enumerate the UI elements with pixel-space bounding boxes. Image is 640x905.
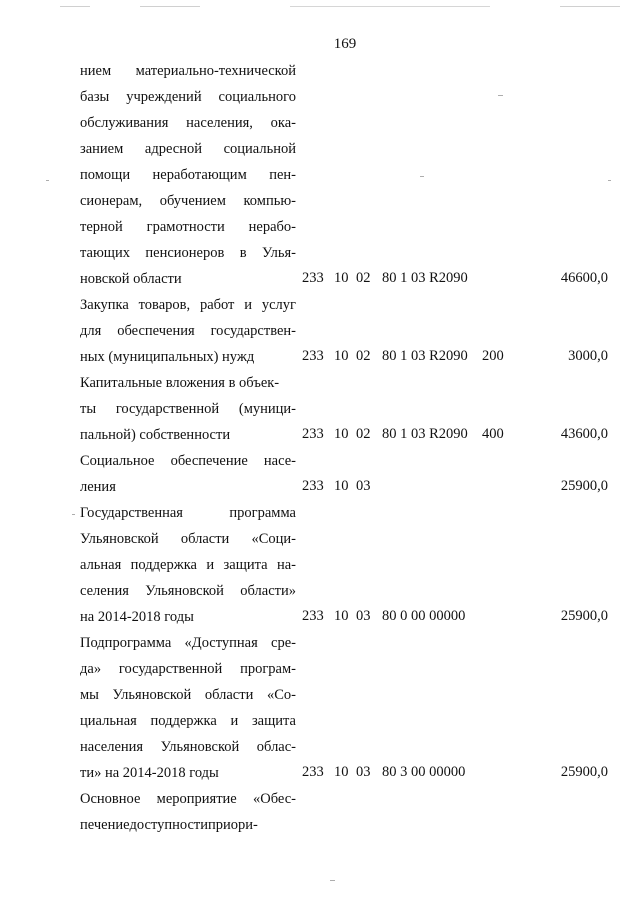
description-line <box>80 292 296 318</box>
description-line <box>80 760 296 786</box>
description-word: новской области <box>80 271 182 287</box>
description-word: на- <box>276 557 296 573</box>
scan-speck <box>330 880 335 881</box>
description-word: насе- <box>263 453 296 469</box>
description-word: работ <box>199 297 235 313</box>
amount: 43600,0 <box>560 426 608 442</box>
description-line <box>80 682 296 708</box>
description-word: обеспечения <box>117 323 195 339</box>
description-line <box>80 396 296 422</box>
description-line <box>80 344 296 370</box>
description-line <box>80 630 296 656</box>
description-word: и <box>230 713 239 729</box>
description-word: сионерам, <box>80 193 143 209</box>
description-word: Ульяновской <box>112 687 192 703</box>
code-target-article: 80 1 03 R2090 <box>382 348 468 364</box>
scan-speck <box>560 6 620 7</box>
code-section: 10 <box>334 270 349 286</box>
amount: 46600,0 <box>560 270 608 286</box>
description-line <box>80 656 296 682</box>
description-line <box>80 708 296 734</box>
code-subsection: 02 <box>356 348 371 364</box>
description-line <box>80 578 296 604</box>
row-description <box>80 786 296 838</box>
description-word: и <box>244 297 252 313</box>
description-word: «Обес- <box>253 791 296 807</box>
description-word: населения, <box>186 115 253 131</box>
amount: 25900,0 <box>560 764 608 780</box>
description-word: Капитальные вложения в объек- <box>80 375 280 391</box>
description-line <box>80 188 296 214</box>
description-word: населения <box>80 739 144 755</box>
code-subsection: 02 <box>356 270 371 286</box>
code-ved: 233 <box>302 478 324 494</box>
amount: 25900,0 <box>560 608 608 624</box>
description-line <box>80 58 296 84</box>
description-word: пен- <box>269 167 296 183</box>
description-word: Основное <box>80 791 141 807</box>
description-word: (муници- <box>238 401 296 417</box>
description-word: материально-технической <box>135 63 296 79</box>
description-word: мы <box>80 687 99 703</box>
description-line <box>80 734 296 760</box>
description-word: и <box>206 557 215 573</box>
code-target-article: 80 0 00 00000 <box>382 608 466 624</box>
description-line <box>80 162 296 188</box>
description-line <box>80 812 296 838</box>
description-word: Улья- <box>262 245 296 261</box>
scan-speck <box>60 6 90 7</box>
description-word: пальной) собственности <box>80 427 231 443</box>
amount: 3000,0 <box>568 348 608 364</box>
row-description <box>80 292 296 370</box>
code-subsection: 03 <box>356 478 371 494</box>
description-line <box>80 214 296 240</box>
description-word: приори- <box>208 817 258 833</box>
description-word: ока- <box>270 115 296 131</box>
code-ved: 233 <box>302 764 324 780</box>
description-word: Социальное <box>80 453 155 469</box>
row-description <box>80 370 296 448</box>
description-word: для <box>80 323 102 339</box>
description-line <box>80 136 296 162</box>
code-ved: 233 <box>302 348 324 364</box>
description-word: государствен- <box>210 323 296 339</box>
description-line <box>80 500 296 526</box>
description-line <box>80 370 296 396</box>
description-line <box>80 448 296 474</box>
description-word: Ульяновской <box>145 583 224 599</box>
code-ved: 233 <box>302 608 324 624</box>
description-word: Ульяновской <box>160 739 240 755</box>
code-target-article: 80 1 03 R2090 <box>382 270 468 286</box>
description-line <box>80 474 296 500</box>
scan-speck <box>140 6 200 7</box>
code-subsection: 03 <box>356 608 371 624</box>
description-word: сре- <box>271 635 296 651</box>
description-word: на 2014-2018 годы <box>80 609 194 625</box>
description-word: печение <box>80 817 130 833</box>
code-target-article: 80 1 03 R2090 <box>382 426 468 442</box>
description-line <box>80 526 296 552</box>
code-expense-type: 200 <box>482 348 504 364</box>
row-description <box>80 630 296 786</box>
description-word: селения <box>80 583 129 599</box>
description-word: обеспечение <box>170 453 248 469</box>
description-word: мероприятие <box>156 791 237 807</box>
code-section: 10 <box>334 608 349 624</box>
code-subsection: 03 <box>356 764 371 780</box>
description-word: грамотности <box>146 219 225 235</box>
description-word: компью- <box>243 193 296 209</box>
scan-speck <box>290 6 490 7</box>
description-line <box>80 84 296 110</box>
description-word: тающих <box>80 245 130 261</box>
description-word: програм- <box>240 661 296 677</box>
description-word: терной <box>80 219 123 235</box>
description-word: обслуживания <box>80 115 169 131</box>
description-line <box>80 422 296 448</box>
description-word: социальной <box>223 141 296 157</box>
description-word: циальная <box>80 713 137 729</box>
description-word: ления <box>80 479 116 495</box>
description-word: адресной <box>144 141 202 157</box>
description-line <box>80 266 296 292</box>
description-line <box>80 318 296 344</box>
description-line <box>80 552 296 578</box>
description-word: учреждений <box>126 89 202 105</box>
amount: 25900,0 <box>560 478 608 494</box>
description-word: защита <box>251 713 296 729</box>
description-word: государственной <box>118 661 223 677</box>
code-section: 10 <box>334 764 349 780</box>
code-section: 10 <box>334 348 349 364</box>
description-word: доступности <box>129 817 209 833</box>
description-word: товаров, <box>138 297 191 313</box>
description-word: защита <box>223 557 268 573</box>
description-word: области» <box>240 583 296 599</box>
description-line <box>80 240 296 266</box>
description-word: области <box>180 531 230 547</box>
description-word: «Со- <box>266 687 296 703</box>
scan-speck <box>608 180 611 181</box>
description-line <box>80 604 296 630</box>
scan-speck <box>72 514 75 515</box>
description-word: государственной <box>115 401 220 417</box>
description-word: ты <box>80 401 97 417</box>
code-section: 10 <box>334 478 349 494</box>
description-word: помощи <box>80 167 131 183</box>
code-ved: 233 <box>302 270 324 286</box>
description-word: обучением <box>159 193 226 209</box>
description-word: Закупка <box>80 297 129 313</box>
description-word: неработающим <box>152 167 247 183</box>
row-description <box>80 58 296 292</box>
code-expense-type: 400 <box>482 426 504 442</box>
code-ved: 233 <box>302 426 324 442</box>
scan-speck <box>46 180 49 181</box>
description-word: альная <box>80 557 122 573</box>
description-word: поддержка <box>150 713 217 729</box>
scan-speck <box>498 95 503 96</box>
description-word: «Соци- <box>251 531 296 547</box>
code-target-article: 80 3 00 00000 <box>382 764 466 780</box>
page-number: 169 <box>333 36 357 52</box>
description-word: ти» на 2014-2018 годы <box>80 765 219 781</box>
description-word: социального <box>218 89 296 105</box>
description-word: поддержка <box>130 557 197 573</box>
row-description <box>80 448 296 500</box>
description-word: Ульяновской <box>80 531 159 547</box>
description-word: да» <box>80 661 102 677</box>
description-word: услуг <box>261 297 296 313</box>
description-word: нием <box>80 63 112 79</box>
code-section: 10 <box>334 426 349 442</box>
description-word: ных (муниципальных) нужд <box>80 349 255 365</box>
description-word: области <box>204 687 254 703</box>
code-subsection: 02 <box>356 426 371 442</box>
description-word: Государственная <box>80 505 183 521</box>
description-word: облас- <box>256 739 296 755</box>
description-line <box>80 110 296 136</box>
description-word: в <box>239 245 247 261</box>
description-line <box>80 786 296 812</box>
description-word: нерабо- <box>248 219 296 235</box>
description-word: занием <box>80 141 124 157</box>
row-description <box>80 500 296 630</box>
description-word: программа <box>229 505 296 521</box>
description-word: «Доступная <box>184 635 258 651</box>
description-word: Подпрограмма <box>80 635 172 651</box>
description-word: базы <box>80 89 110 105</box>
scan-speck <box>420 176 424 177</box>
description-word: пенсионеров <box>145 245 225 261</box>
